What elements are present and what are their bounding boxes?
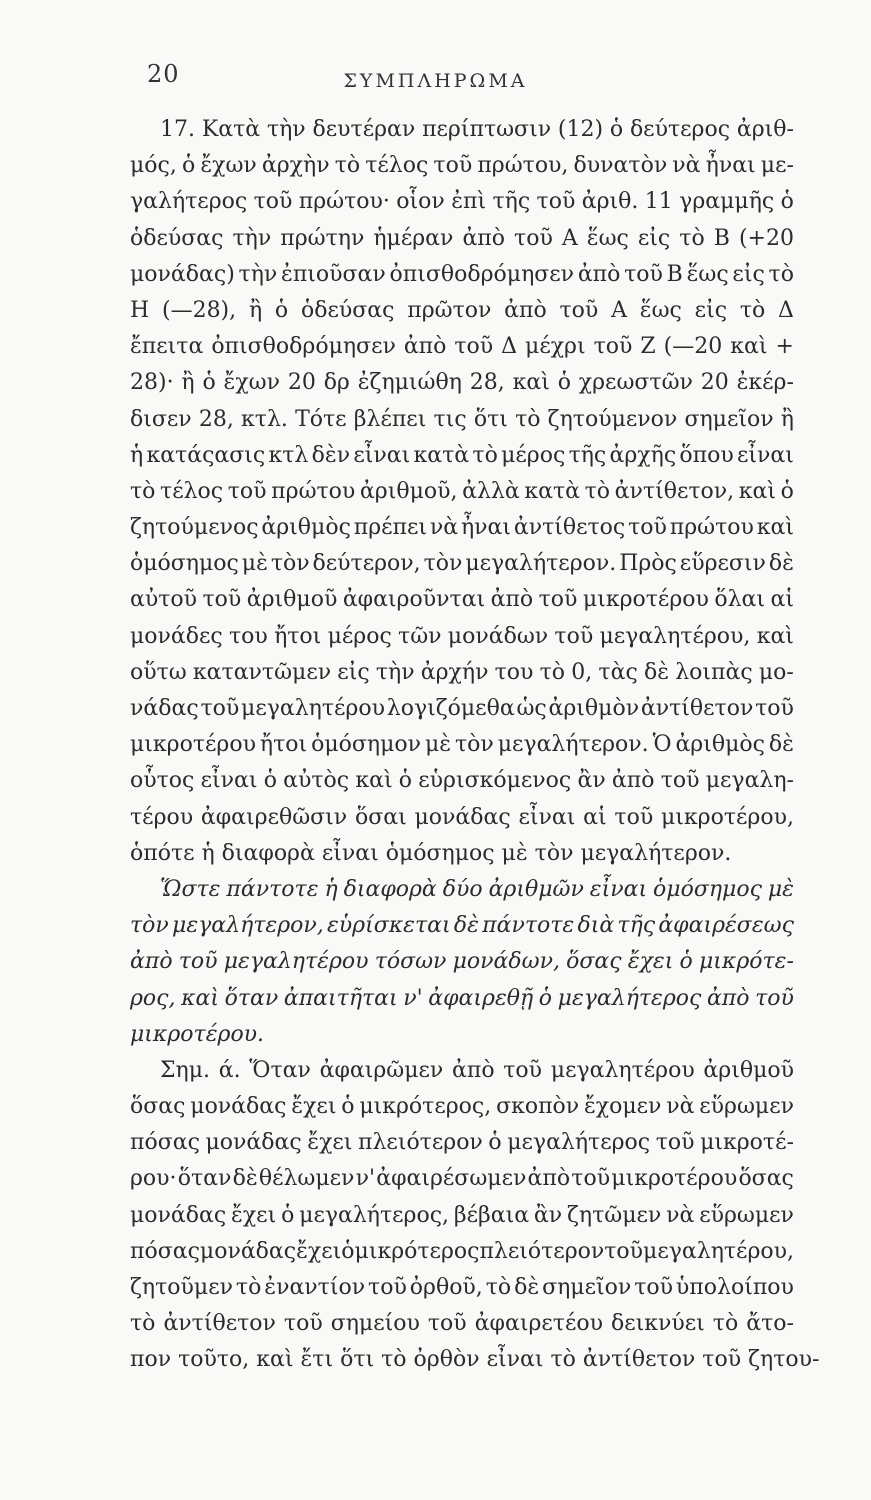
text-line: ὁπότε ἡ διαφορὰ εἶναι ὁμόσημος μὲ τὸν μεγαλήτερον. bbox=[130, 840, 732, 866]
text-line: μονάδας ἔχει ὁ μεγαλήτερος, βέβαια ἂν ζητῶμεν νὰ εὕρωμεν bbox=[130, 1202, 794, 1228]
page-number: 20 bbox=[147, 60, 180, 88]
text-line: ρος, καὶ ὅταν ἀπαιτῆται ν' ἀφαιρεθῇ ὁ μεγαλήτερος ἀπὸ τοῦ bbox=[130, 985, 794, 1011]
text-body bbox=[130, 112, 820, 1379]
text-line: μικροτέρου ἤτοι ὁμόσημον μὲ τὸν μεγαλήτερον. Ὁ ἀριθμὸς δὲ bbox=[130, 732, 794, 758]
text-line: πον τοῦτο, καὶ ἔτι ὅτι τὸ ὀρθὸν εἶναι τὸ ἀντίθετον τοῦ ζητου- bbox=[130, 1347, 820, 1373]
text-line: ἡ κατάςασις κτλ δὲν εἶναι κατὰ τὸ μέρος τῆς ἀρχῆς ὅπου εἶναι bbox=[130, 442, 794, 468]
text-line: Σημ. ά. Ὅταν ἀφαιρῶμεν ἀπὸ τοῦ μεγαλητέρου ἀριθμοῦ bbox=[160, 1057, 794, 1083]
paragraph-p17 bbox=[130, 112, 794, 872]
text-line: μός, ὁ ἔχων ἀρχὴν τὸ τέλος τοῦ πρώτου, δυνατὸν νὰ ἦναι με- bbox=[130, 153, 794, 179]
text-line: μονάδας) τὴν ἐπιοῦσαν ὀπισθοδρόμησεν ἀπὸ τοῦ Β ἕως εἰς τὸ bbox=[130, 261, 794, 287]
text-line: ἀπὸ τοῦ μεγαλητέρου τόσων μονάδων, ὅσας ἔχει ὁ μικρότε- bbox=[130, 949, 794, 975]
text-line: ρου· ὅταν δὲ θέλωμεν ν' ἀφαιρέσωμεν ἀπὸ τοῦ μικροτέρου ὅσας bbox=[130, 1166, 794, 1192]
text-line: νάδας τοῦ μεγαλητέρου λογιζόμεθα ὡς ἀριθμὸν ἀντίθετον τοῦ bbox=[130, 696, 794, 721]
text-line: ἔπειτα ὀπισθοδρόμησεν ἀπὸ τοῦ Δ μέχρι τοῦ Ζ (—20 καὶ + bbox=[130, 334, 794, 360]
text-line: ὁμόσημος μὲ τὸν δεύτερον, τὸν μεγαλήτερον. Πρὸς εὕρεσιν δὲ bbox=[130, 551, 794, 577]
text-line: δισεν 28, κτλ. Τότε βλέπει τις ὅτι τὸ ζητούμενον σημεῖον ἢ bbox=[130, 406, 794, 432]
text-line: 28)· ἢ ὁ ἔχων 20 δρ ἐζημιώθη 28, καὶ ὁ χρεωστῶν 20 ἐκέρ- bbox=[130, 370, 794, 396]
text-line: τὸ τέλος τοῦ πρώτου ἀριθμοῦ, ἀλλὰ κατὰ τὸ ἀντίθετον, καὶ ὁ bbox=[130, 478, 794, 504]
text-line: ὁδεύσας τὴν πρώτην ἡμέραν ἀπὸ τοῦ Α ἕως εἰς τὸ Β (+20 bbox=[130, 225, 794, 251]
text-line: Ὥστε πάντοτε ἡ διαφορὰ δύο ἀριθμῶν εἶναι ὁμόσημος μὲ bbox=[160, 876, 794, 902]
text-line: 17. Κατὰ τὴν δευτέραν περίπτωσιν (12) ὁ δεύτερος ἀριθ- bbox=[160, 117, 794, 142]
paragraph-note bbox=[130, 1053, 820, 1379]
text-line: μικροτέρου. bbox=[130, 1021, 265, 1047]
text-line: τὸν μεγαλήτερον, εὑρίσκεται δὲ πάντοτε διὰ τῆς ἀφαιρέσεως bbox=[130, 913, 794, 939]
text-line: τέρου ἀφαιρεθῶσιν ὅσαι μονάδας εἶναι αἱ τοῦ μικροτέρου, bbox=[130, 804, 794, 830]
text-line: μονάδες του ἤτοι μέρος τῶν μονάδων τοῦ μεγαλητέρου, καὶ bbox=[130, 623, 794, 649]
running-title: ΣΥΜΠΛΗΡΩΜΑ bbox=[343, 70, 528, 92]
text-line: πόσας μονάδας ἔχει ὁ μικρότερος πλειότερον τοῦ μεγαλητέρου, bbox=[130, 1238, 794, 1264]
text-line: ζητούμενος ἀριθμὸς πρέπει νὰ ἦναι ἀντίθετος τοῦ πρώτου καὶ bbox=[130, 515, 794, 541]
text-line: γαλήτερος τοῦ πρώτου· οἷον ἐπὶ τῆς τοῦ ἀριθ. 11 γραμμῆς ὁ bbox=[130, 189, 794, 215]
paragraph-rule bbox=[130, 872, 794, 1053]
text-line: ὅσας μονάδας ἔχει ὁ μικρότερος, σκοπὸν ἔχομεν νὰ εὕρωμεν bbox=[130, 1094, 794, 1120]
text-line: τὸ ἀντίθετον τοῦ σημείου τοῦ ἀφαιρετέου δεικνύει τὸ ἄτο- bbox=[130, 1311, 794, 1337]
text-line: πόσας μονάδας ἔχει πλειότερον ὁ μεγαλήτερος τοῦ μικροτέ- bbox=[130, 1130, 794, 1156]
text-line: Η (—28), ἢ ὁ ὁδεύσας πρῶτον ἀπὸ τοῦ Α ἕως εἰς τὸ Δ bbox=[130, 297, 794, 323]
text-line: οὗτος εἶναι ὁ αὐτὸς καὶ ὁ εὑρισκόμενος ἂν ἀπὸ τοῦ μεγαλη- bbox=[130, 768, 794, 794]
text-line: οὕτω καταντῶμεν εἰς τὴν ἀρχήν του τὸ 0, τὰς δὲ λοιπὰς μο- bbox=[130, 659, 794, 685]
text-line: ζητοῦμεν τὸ ἐναντίον τοῦ ὀρθοῦ, τὸ δὲ σημεῖον τοῦ ὑπολοίπου bbox=[130, 1275, 794, 1300]
text-line: αὐτοῦ τοῦ ἀριθμοῦ ἀφαιροῦνται ἀπὸ τοῦ μικροτέρου ὅλαι αἱ bbox=[130, 587, 794, 613]
